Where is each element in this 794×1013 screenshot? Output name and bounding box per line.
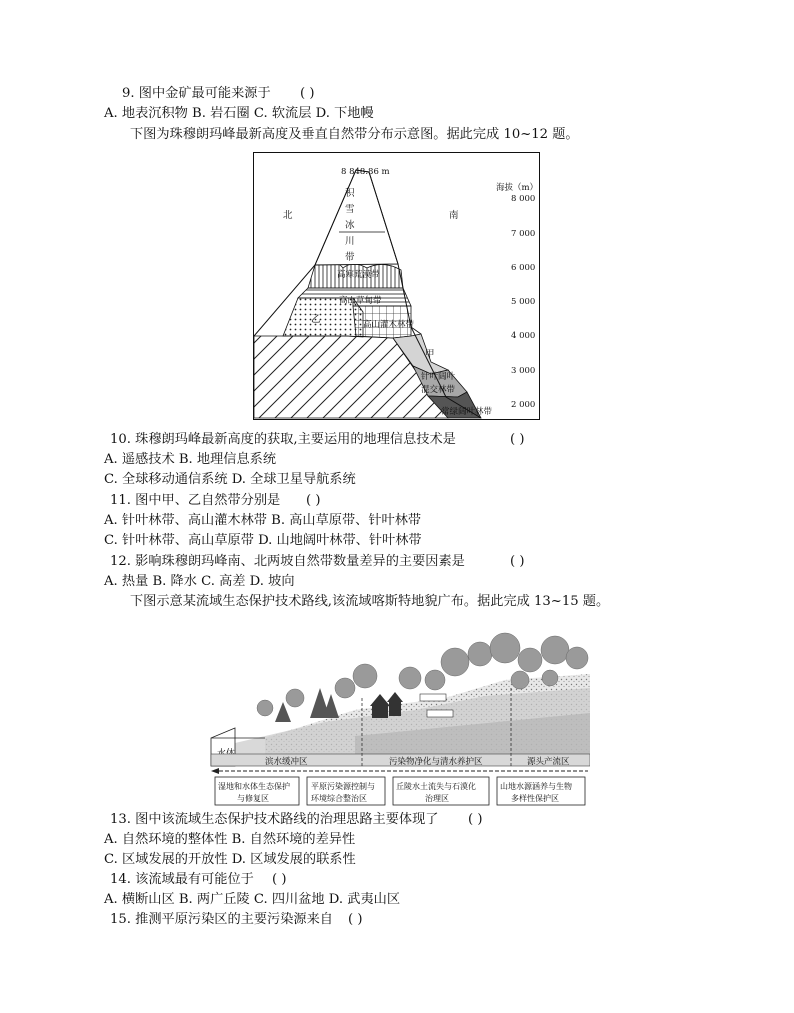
q9-options: A. 地表沉积物 B. 岩石圈 C. 软流层 D. 下地幔 xyxy=(104,106,374,121)
south-label: 南 xyxy=(449,210,459,221)
svg-text:雪: 雪 xyxy=(345,204,355,215)
snow-glacier-label xyxy=(345,187,355,263)
q14-stem: 14. 该流域最有可能位于 xyxy=(110,872,254,887)
mixed-forest-label-2: 混交林带 xyxy=(421,385,456,395)
q11-stem: 11. 图中甲、乙自然带分别是 xyxy=(110,493,281,508)
zone-buffer-label: 滨水缓冲区 xyxy=(265,757,308,767)
q11-answer-paren: ( ) xyxy=(306,493,321,508)
q12-answer-paren: ( ) xyxy=(510,554,525,569)
zone-yi-label: 乙 xyxy=(311,314,321,325)
peak-height-label: 8 848.86 m xyxy=(341,167,390,177)
tick-7000: 7 000 xyxy=(511,229,536,239)
svg-text:积: 积 xyxy=(345,188,355,199)
svg-text:带: 带 xyxy=(345,252,355,263)
alpine-meadow-label: 高山草甸带 xyxy=(339,296,382,306)
q10-options-1: A. 遥感技术 B. 地理信息系统 xyxy=(104,452,277,467)
svg-text:多样性保护区: 多样性保护区 xyxy=(511,794,559,803)
svg-text:环境综合整治区: 环境综合整治区 xyxy=(311,794,367,803)
zone-source-label: 源头产流区 xyxy=(527,757,570,767)
tick-8000: 8 000 xyxy=(511,194,536,204)
q10-stem: 10. 珠穆朗玛峰最新高度的获取,主要运用的地理信息技术是 xyxy=(110,432,456,447)
q13-answer-paren: ( ) xyxy=(468,812,483,827)
north-label: 北 xyxy=(283,210,293,221)
q9-answer-paren: ( ) xyxy=(300,86,315,101)
svg-text:与修复区: 与修复区 xyxy=(237,794,269,803)
q12-options: A. 热量 B. 降水 C. 高差 D. 坡向 xyxy=(104,574,295,589)
route-box-hill xyxy=(393,777,489,805)
tick-6000: 6 000 xyxy=(511,263,536,273)
route-box-plain xyxy=(307,777,385,805)
svg-text:湿地和水体生态保护: 湿地和水体生态保护 xyxy=(218,782,290,791)
q12-stem: 12. 影响珠穆朗玛峰南、北两坡自然带数量差异的主要因素是 xyxy=(110,554,465,569)
q15-stem: 15. 推测平原污染区的主要污染源来自 xyxy=(110,912,333,927)
q14-answer-paren: ( ) xyxy=(272,872,287,887)
tick-4000: 4 000 xyxy=(511,331,536,341)
watershed-figure xyxy=(205,618,590,808)
svg-text:川: 川 xyxy=(345,236,355,247)
q10-options-2: C. 全球移动通信系统 D. 全球卫星导航系统 xyxy=(104,472,356,487)
q14-options: A. 横断山区 B. 两广丘陵 C. 四川盆地 D. 武夷山区 xyxy=(104,892,401,907)
tick-5000: 5 000 xyxy=(511,297,536,307)
intro-watershed: 下图示意某流域生态保护技术路线,该流域喀斯特地貌广布。据此完成 13~15 题。 xyxy=(130,594,610,609)
q9-stem: 9. 图中金矿最可能来源于 xyxy=(122,86,271,101)
svg-text:治理区: 治理区 xyxy=(425,794,449,803)
mixed-forest-label-1: 针叶阔叶 xyxy=(421,372,456,382)
route-box-mountain xyxy=(497,777,585,805)
zone-purify-label: 污染物净化与清水养护区 xyxy=(389,757,483,767)
route-box-wetland xyxy=(215,777,299,805)
svg-text:丘陵水土流失与石漠化: 丘陵水土流失与石漠化 xyxy=(396,782,476,791)
altitude-axis-title: 海拔（m） xyxy=(496,183,539,193)
q13-options-2: C. 区域发展的开放性 D. 区域发展的联系性 xyxy=(104,852,356,867)
q11-options-1: A. 针叶林带、高山灌木林带 B. 高山草原带、针叶林带 xyxy=(104,513,422,528)
q13-options-1: A. 自然环境的整体性 B. 自然环境的差异性 xyxy=(104,832,356,847)
q11-options-2: C. 针叶林带、高山草原带 D. 山地阔叶林带、针叶林带 xyxy=(104,533,422,548)
everest-zone-figure xyxy=(253,152,540,420)
q10-answer-paren: ( ) xyxy=(510,432,525,447)
tick-2000: 2 000 xyxy=(511,400,536,410)
svg-text:平原污染源控制与: 平原污染源控制与 xyxy=(311,782,375,791)
alpine-desert-label: 高寒荒漠带 xyxy=(337,270,380,280)
q13-stem: 13. 图中该流域生态保护技术路线的治理思路主要体现了 xyxy=(110,812,439,827)
svg-text:山地水源涵养与生物: 山地水源涵养与生物 xyxy=(500,782,572,791)
tick-3000: 3 000 xyxy=(511,366,536,376)
svg-text:冰: 冰 xyxy=(345,220,355,231)
alpine-shrub-label: 高山灌木林带 xyxy=(363,320,415,330)
intro-everest: 下图为珠穆朗玛峰最新高度及垂直自然带分布示意图。据此完成 10~12 题。 xyxy=(130,127,579,142)
zone-jia-label: 甲 xyxy=(425,349,435,360)
evergreen-forest-label: 常绿阔叶林带 xyxy=(441,407,493,417)
q15-answer-paren: ( ) xyxy=(348,912,363,927)
